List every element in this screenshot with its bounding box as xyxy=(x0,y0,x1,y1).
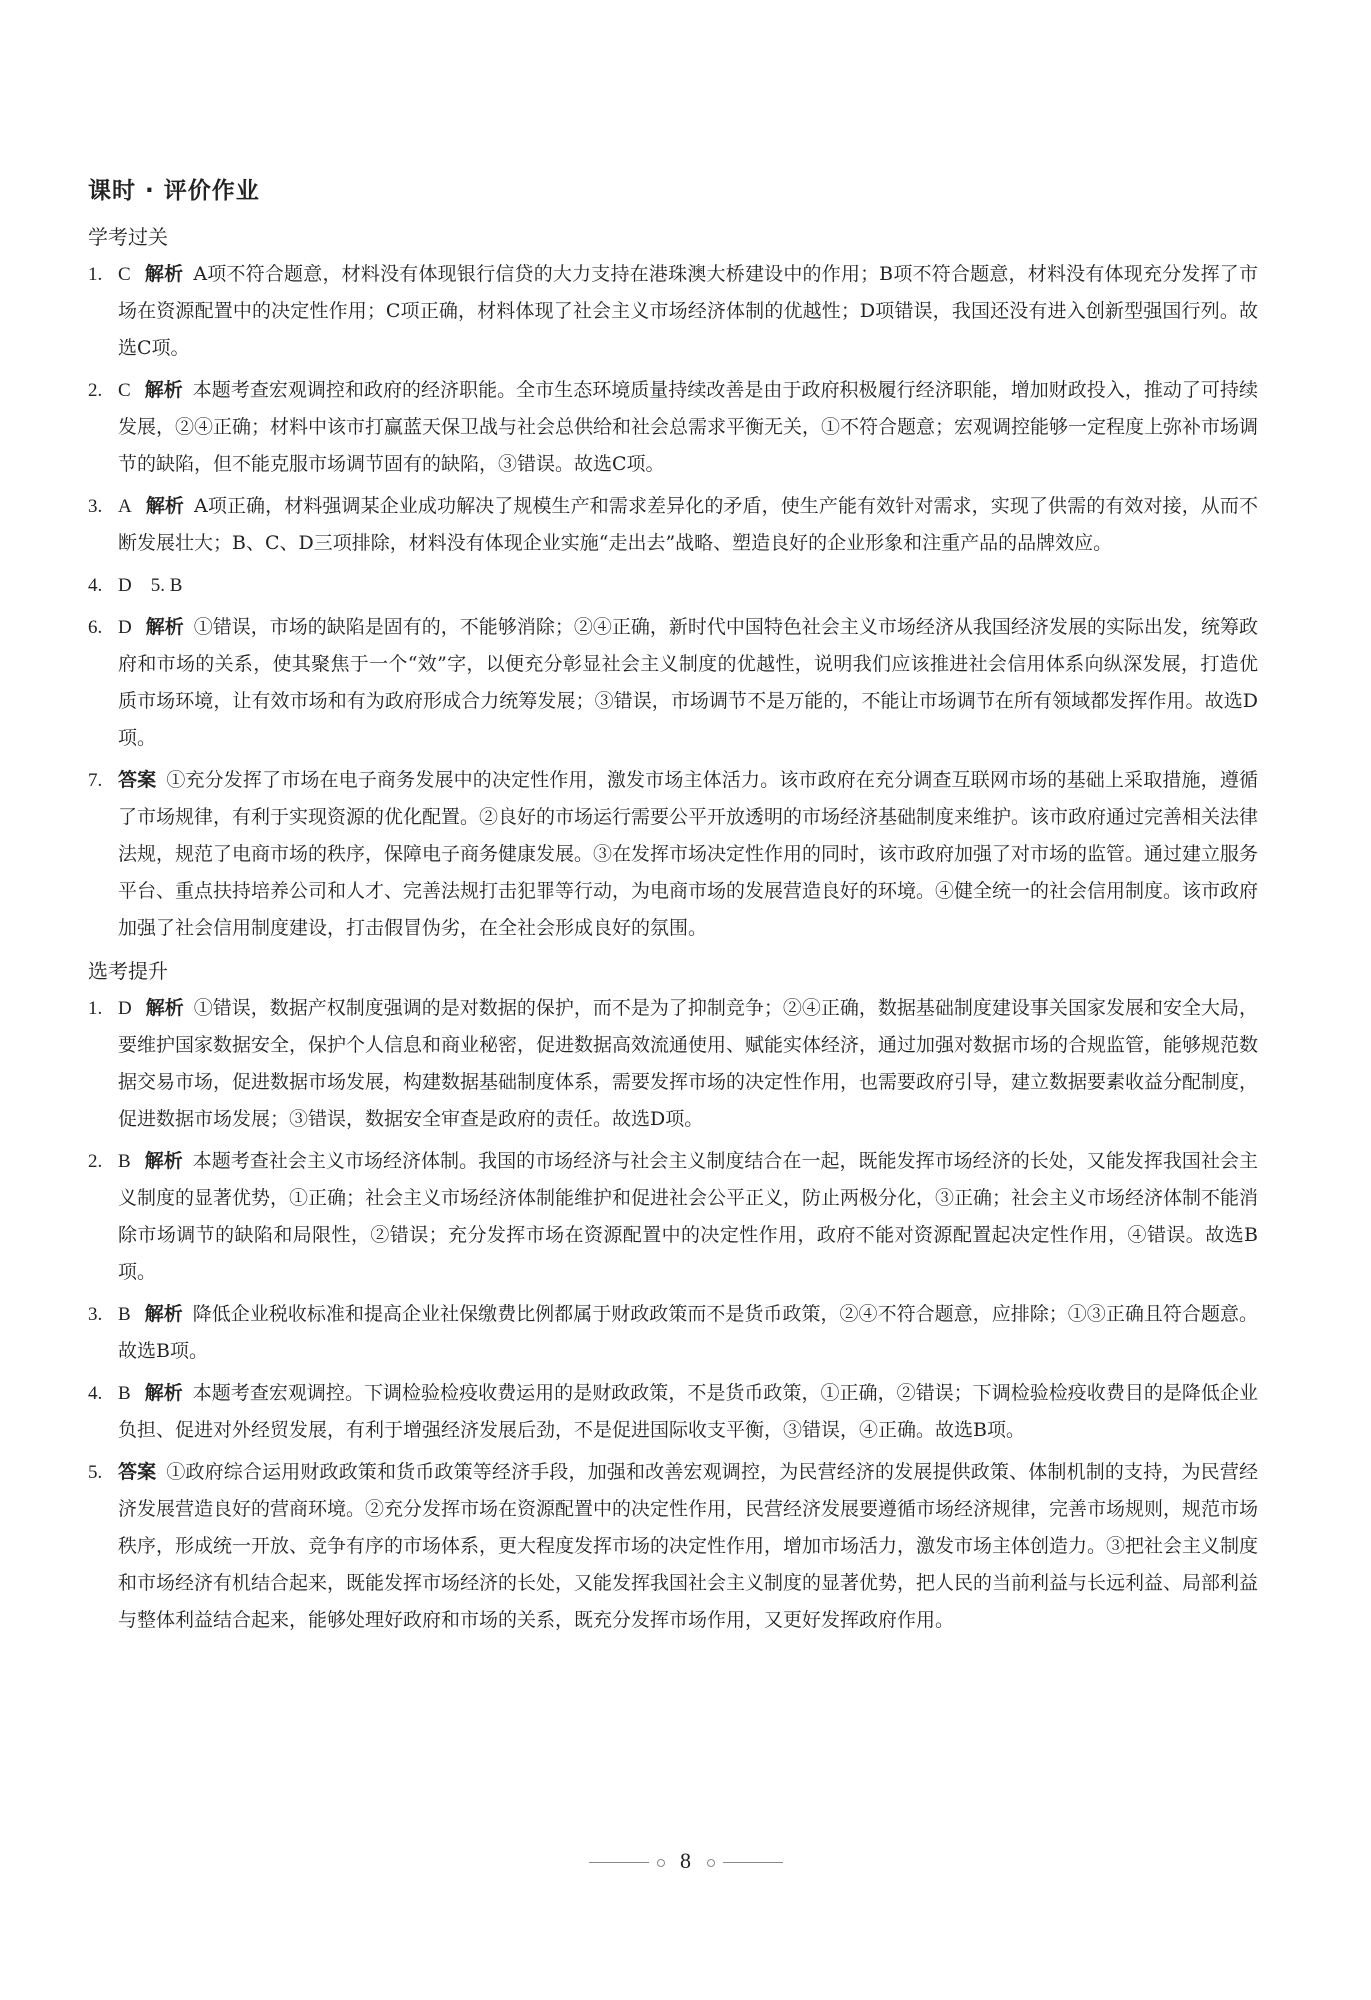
footer-dot-right xyxy=(707,1859,715,1867)
item-number: 6. xyxy=(88,617,103,638)
item-number: 2. xyxy=(88,380,103,401)
footer-rule-right xyxy=(723,1862,783,1863)
item-answer: D xyxy=(118,998,132,1019)
item-text: 本题考查社会主义市场经济体制。我国的市场经济与社会主义制度结合在一起，既能发挥市场经济的长处，又能发挥我国社会主义制度的显著优势，①正确；社会主义市场经济体制能维护和促进社会公平正义，防止两极分化，③正确；社会主义市场经济体制不能消除市场调节的缺陷和局限性，②错误；充分发挥市场在资源配置中的决定性作用，政府不能对资源配置起决定性作用，④错误。故选B项。 xyxy=(118,1150,1259,1283)
item-label: 答案 xyxy=(118,769,157,791)
page-number: 8 xyxy=(680,1848,691,1873)
item-body xyxy=(118,488,1258,562)
item-body xyxy=(118,256,1258,367)
item-number: 1. xyxy=(88,998,103,1019)
item-answer: D 5. B xyxy=(118,575,183,596)
item-number: 4. xyxy=(88,575,103,596)
item-answer: C xyxy=(118,380,131,401)
item-text: 本题考查宏观调控。下调检验检疫收费运用的是财政政策，不是货币政策，①正确，②错误；下调检验检疫收费目的是降低企业负担、促进对外经贸发展，有利于增强经济发展后劲，不是促进国际收支平衡，③错误，④正确。故选B项。 xyxy=(118,1382,1258,1441)
item-body xyxy=(118,1296,1258,1370)
item-body xyxy=(118,762,1258,947)
item-answer: D xyxy=(118,617,132,638)
page-title: 课时 · 评价作业 xyxy=(88,178,260,204)
answer-item xyxy=(88,372,1258,483)
item-answer: B xyxy=(118,1304,131,1325)
item-text: A项正确，材料强调某企业成功解决了规模生产和需求差异化的矛盾，使生产能有效针对需求，实现了供需的有效对接，从而不断发展壮大；B、C、D三项排除，材料没有体现企业实施“走出去”战略、塑造良好的企业形象和注重产品的品牌效应。 xyxy=(118,495,1258,554)
item-number: 3. xyxy=(88,496,103,517)
item-text: ①错误，市场的缺陷是固有的，不能够消除；②④正确，新时代中国特色社会主义市场经济从我国经济发展的实际出发，统筹政府和市场的关系，使其聚焦于一个“效”字，以便充分彰显社会主义制度的优越性，说明我们应该推进社会信用体系向纵深发展，打造优质市场环境，让有效市场和有为政府形成合力统筹发展；③错误，市场调节不是万能的，不能让市场调节在所有领域都发挥作用。故选D项。 xyxy=(118,616,1258,749)
item-body xyxy=(118,990,1258,1138)
item-text: ①错误，数据产权制度强调的是对数据的保护，而不是为了抑制竞争；②④正确，数据基础制度建设事关国家发展和安全大局，要维护国家数据安全，保护个人信息和商业秘密，促进数据高效流通使用、赋能实体经济，通过加强对数据市场的合规监管，能够规范数据交易市场，促进数据市场发展，构建数据基础制度体系，需要发挥市场的决定性作用，也需要政府引导，建立数据要素收益分配制度，促进数据市场发展；③错误，数据安全审查是政府的责任。故选D项。 xyxy=(118,997,1259,1130)
answer-item xyxy=(88,1454,1258,1639)
item-label: 解析 xyxy=(144,263,184,285)
item-label: 解析 xyxy=(145,616,184,638)
sections-container xyxy=(88,221,1258,1639)
item-answer: C xyxy=(118,264,131,285)
item-text: ①政府综合运用财政政策和货币政策等经济手段，加强和改善宏观调控，为民营经济的发展提供政策、体制机制的支持，为民营经济发展营造良好的营商环境。②充分发挥市场在资源配置中的决定性作用，民营经济发展要遵循市场经济规律，完善市场规则，规范市场秩序，形成统一开放、竞争有序的市场体系，更大程度发挥市场的决定性作用，增加市场活力，激发市场主体创造力。③把社会主义制度和市场经济有机结合起来，既能发挥市场经济的长处，又能发挥我国社会主义制度的显著优势，把人民的当前利益与长远利益、局部利益与整体利益结合起来，能够处理好政府和市场的关系，既充分发挥市场作用，又更好发挥政府作用。 xyxy=(118,1461,1259,1631)
item-number: 5. xyxy=(88,1462,103,1483)
answer-item xyxy=(88,990,1258,1138)
item-answer: A xyxy=(118,496,132,517)
item-number: 2. xyxy=(88,1151,103,1172)
item-answer: B xyxy=(118,1383,131,1404)
item-body xyxy=(118,372,1258,483)
item-number: 4. xyxy=(88,1383,103,1404)
answer-item xyxy=(88,256,1258,367)
item-body xyxy=(118,1143,1258,1291)
footer-dot-left xyxy=(657,1859,665,1867)
section-heading: 选考提升 xyxy=(88,959,168,983)
item-label: 解析 xyxy=(144,1150,183,1172)
item-label: 解析 xyxy=(145,495,185,517)
answer-item xyxy=(88,1143,1258,1291)
item-number: 7. xyxy=(88,770,103,791)
page-content xyxy=(88,172,1258,1644)
item-text: 降低企业税收标准和提高企业社保缴费比例都属于财政政策而不是货币政策，②④不符合题意，应排除；①③正确且符合题意。故选B项。 xyxy=(118,1303,1258,1362)
answer-item xyxy=(88,1375,1258,1449)
section-heading: 学考过关 xyxy=(88,225,168,249)
item-body xyxy=(118,609,1258,757)
item-number: 3. xyxy=(88,1304,103,1325)
item-body xyxy=(118,567,1258,604)
item-body xyxy=(118,1454,1258,1639)
item-label: 解析 xyxy=(145,997,184,1019)
item-body xyxy=(118,1375,1258,1449)
item-label: 解析 xyxy=(144,1303,183,1325)
item-text: ①充分发挥了市场在电子商务发展中的决定性作用，激发市场主体活力。该市政府在充分调查互联网市场的基础上采取措施，遵循了市场规律，有利于实现资源的优化配置。②良好的市场运行需要公平开放透明的市场经济基础制度来维护。该市政府通过完善相关法律法规，规范了电商市场的秩序，保障电子商务健康发展。③在发挥市场决定性作用的同时，该市政府加强了对市场的监管。通过建立服务平台、重点扶持培养公司和人才、完善法规打击犯罪等行动，为电商市场的发展营造良好的环境。④健全统一的社会信用制度。该市政府加强了社会信用制度建设，打击假冒伪劣，在全社会形成良好的氛围。 xyxy=(118,769,1259,939)
page-footer xyxy=(0,1848,1371,1874)
item-text: 本题考查宏观调控和政府的经济职能。全市生态环境质量持续改善是由于政府积极履行经济职能，增加财政投入，推动了可持续发展，②④正确；材料中该市打赢蓝天保卫战与社会总供给和社会总需求平衡无关，①不符合题意；宏观调控能够一定程度上弥补市场调节的缺陷，但不能克服市场调节固有的缺陷，③错误。故选C项。 xyxy=(118,379,1259,475)
footer-rule-left xyxy=(589,1862,649,1863)
item-text: A项不符合题意，材料没有体现银行信贷的大力支持在港珠澳大桥建设中的作用；B项不符合题意，材料没有体现充分发挥了市场在资源配置中的决定性作用；C项正确，材料体现了社会主义市场经济体制的优越性；D项错误，我国还没有进入创新型强国行列。故选C项。 xyxy=(118,263,1258,359)
answer-item xyxy=(88,762,1258,947)
answer-item xyxy=(88,1296,1258,1370)
answer-item xyxy=(88,488,1258,562)
item-label: 解析 xyxy=(144,1382,183,1404)
item-label: 解析 xyxy=(144,379,183,401)
item-label: 答案 xyxy=(118,1461,157,1483)
answer-item xyxy=(88,567,1258,604)
item-answer: B xyxy=(118,1151,131,1172)
item-number: 1. xyxy=(88,264,103,285)
answer-item xyxy=(88,609,1258,757)
